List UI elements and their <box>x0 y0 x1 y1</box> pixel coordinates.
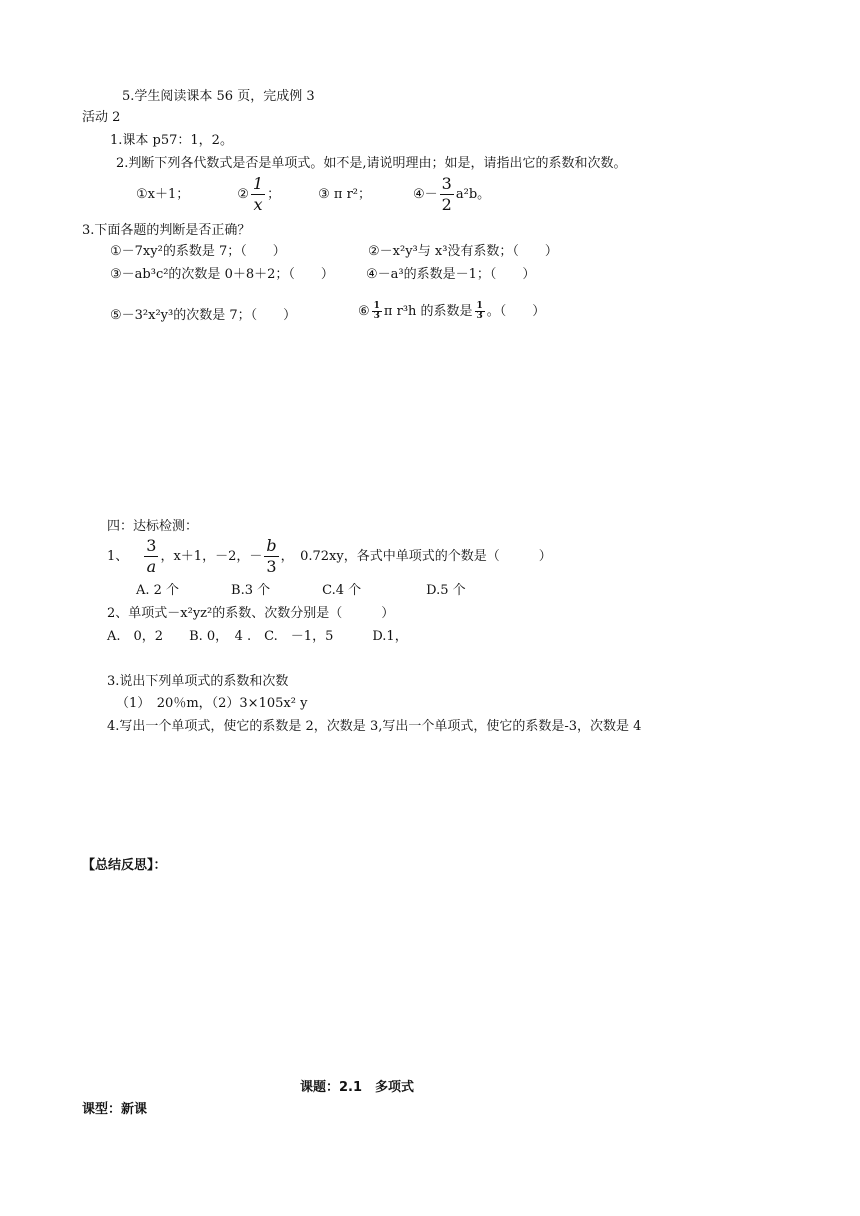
question-3-d: ④－a³的系数是－1；（ ） <box>366 267 536 282</box>
option-4-prefix: ④－ <box>413 186 438 202</box>
lesson-title: 课题：2.1 多项式 <box>300 1080 415 1095</box>
question-3-b: ②－x²y³与 x³没有系数；（ ） <box>368 244 558 259</box>
option-3: ③ π r²； <box>318 186 372 202</box>
q3-items: （1） 20％m，（2）3×105x² y <box>116 696 308 711</box>
question-3-heading: 3.下面各题的判断是否正确？ <box>82 223 251 238</box>
q1-fraction-1: $\frac{3}{a}$ <box>146 535 157 576</box>
option-4-suffix: a²b。 <box>455 186 491 202</box>
q2-choices: A. 0，2 B. 0， 4 . C. －1，5 D.1， <box>107 629 408 644</box>
lesson-type: 课型：新课 <box>82 1102 148 1117</box>
activity-2-item-2: 2.判断下列各代数式是否是单项式。如不是,请说明理由；如是，请指出它的系数和次数。 <box>116 156 627 171</box>
question-3-f-suffix: 。（ ） <box>486 303 546 319</box>
section-4-question-1 <box>107 537 552 575</box>
activity-2-heading: 活动 2 <box>82 110 121 125</box>
q1-fraction-2: $\frac{b}{3}$ <box>266 535 277 576</box>
section-4-question-4: 4.写出一个单项式，使它的系数是 2，次数是 3,写出一个单项式，使它的系数是-3，次数是 4 <box>107 719 642 734</box>
option-2-suffix: ； <box>267 186 281 202</box>
q1-middle: ，x＋1，－2，－ <box>160 548 263 564</box>
q1-suffix: ， 0.72xy，各式中单项式的个数是（ ） <box>280 548 552 564</box>
q1-choices: A. 2 个 B.3 个 C.4 个 D.5 个 <box>136 583 466 598</box>
q1-prefix: 1、 <box>107 548 129 564</box>
question-3-a: ①－7xy²的系数是 7；（ ） <box>110 244 286 259</box>
option-4-fraction: $\frac{3}{2}$ <box>441 173 452 214</box>
option-1: ①x＋1； <box>136 186 190 202</box>
summary-heading: 【总结反思】： <box>82 858 167 873</box>
question-3-f-fraction-2: $\frac{1}{3}$ <box>476 300 483 321</box>
activity-2-item-1: 1.课本 p57：1，2。 <box>110 133 233 148</box>
activity-2-options <box>136 173 491 214</box>
question-3-e: ⑤－3²x²y³的次数是 7；（ ） <box>110 308 297 323</box>
question-3-f-middle: π r³h 的系数是 <box>383 303 473 319</box>
section-4-question-3: 3.说出下列单项式的系数和次数 <box>107 674 289 689</box>
section-4-question-2: 2、单项式－x²yz²的系数、次数分别是（ ） <box>107 606 395 621</box>
option-2-prefix: ② <box>237 186 249 202</box>
question-3-c: ③－ab³c²的次数是 0＋8＋2；（ ） <box>110 267 334 282</box>
option-2-fraction: $\frac{1}{x}$ <box>252 173 264 214</box>
step-5: 5.学生阅读课本 56 页，完成例 3 <box>122 89 315 104</box>
question-3-f <box>358 296 545 326</box>
question-3-f-prefix: ⑥ <box>358 303 370 319</box>
section-4-heading: 四：达标检测： <box>107 519 199 534</box>
question-3-f-fraction-1: $\frac{1}{3}$ <box>373 300 380 321</box>
